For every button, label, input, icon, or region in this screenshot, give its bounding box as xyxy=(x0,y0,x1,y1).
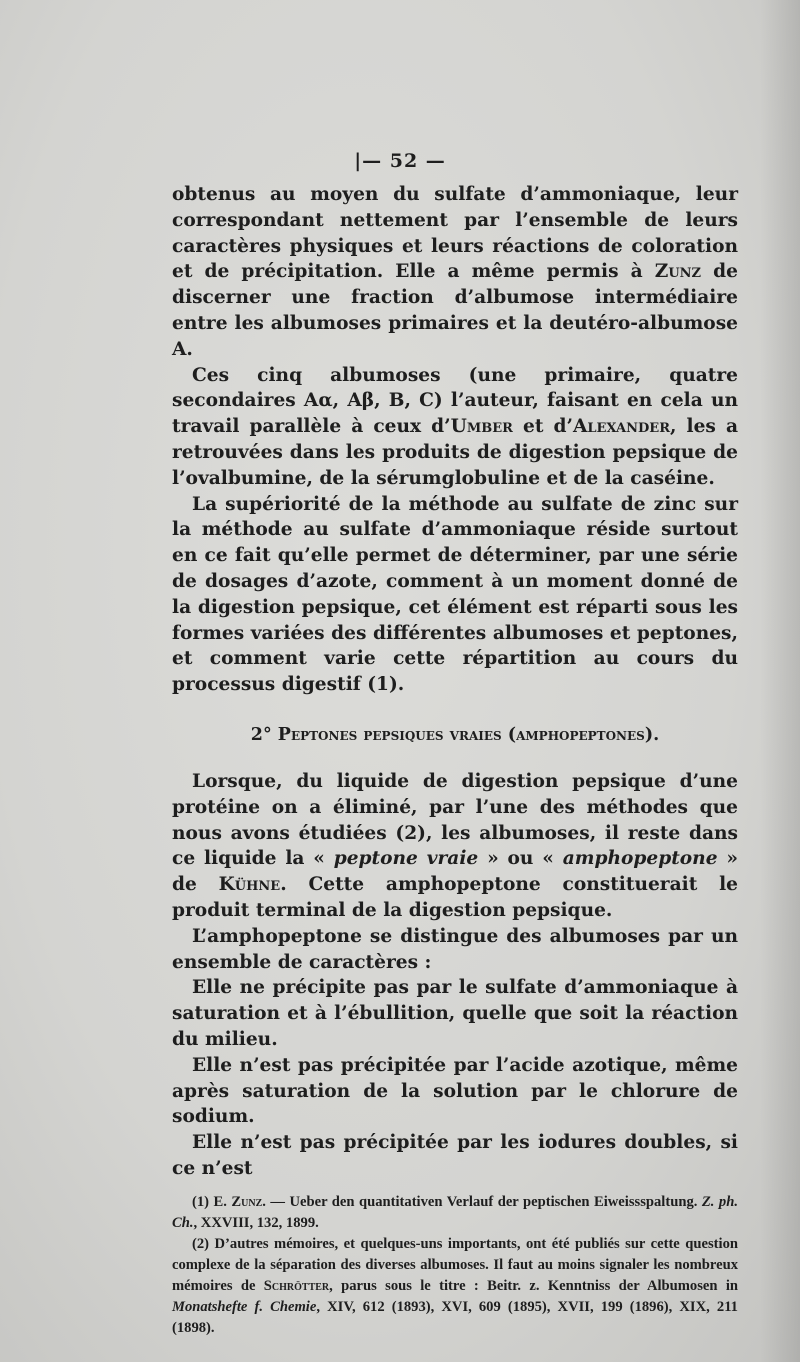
author-name: Umber xyxy=(450,416,513,438)
page-shadow xyxy=(760,0,800,1362)
section-heading: 2° Peptones pepsiques vraies (amphopeptones). xyxy=(250,724,660,745)
paragraph-2: Ces cinq albumoses (une primaire, quatre secondaires Aα, Aβ, B, C) l’auteur, faisant en cela un travail parallèle à ceux d’Umber et d’Alexander, les a retrouvées dans les produits de digestion pepsique de l’ovalbumine, de la sérumglobuline et de la caséine. xyxy=(172,364,738,489)
footnote-1: (1) E. Zunz. — Ueber den quantitativen Verlauf der peptischen Eiweissspaltung. Z. ph. Ch., XXVIII, 132, 1899. xyxy=(172,1193,738,1231)
author-name: Alexander xyxy=(572,416,671,438)
paragraph-4: Lorsque, du liquide de digestion pepsique d’une protéine on a éliminé, par l’une des méthodes que nous avons étudiées (2), les albumoses, il reste dans ce liquide la « peptone vraie » ou « amphopeptone » de Kühne. Cette amphopeptone constituerait le produit terminal de la digestion pepsique. xyxy=(172,770,738,921)
main-text xyxy=(172,182,738,1182)
author-name: Kühne xyxy=(218,874,281,896)
footnote-2: (2) D’autres mémoires, et quelques-uns importants, ont été publiés sur cette question complexe de la séparation des diverses albumoses. Il faut au moins signaler les nombreux mémoires de Schrötter, parus sous le titre : Beitr. z. Kenntniss der Albumosen in Monatshefte f. Chemie, XIV, 612 (1893), XVI, 609 (1895), XVII, 199 (1896), XIX, 211 (1898). xyxy=(172,1235,739,1336)
paragraph-7: Elle n’est pas précipitée par l’acide azotique, même après saturation de la solution par le chlorure de sodium. xyxy=(172,1054,738,1128)
paragraph-8: Elle n’est pas précipitée par les iodures doubles, si ce n’est xyxy=(172,1132,738,1179)
paragraph-3: La supériorité de la méthode au sulfate de zinc sur la méthode au sulfate d’ammoniaque réside surtout en ce fait qu’elle permet de déterminer, par une série de dosages d’azote, comment à un moment donné de la digestion pepsique, cet élément est réparti sous les formes variées des différentes albumoses et peptones, et comment varie cette répartition au cours du processus digestif (1). xyxy=(172,493,738,696)
paragraph-5: L’amphopeptone se distingue des albumoses par un ensemble de caractères : xyxy=(172,925,738,973)
paragraph-1: obtenus au moyen du sulfate d’ammoniaque, leur correspondant nettement par l’ensemble de leurs caractères physiques et leurs réactions de coloration et de précipitation. Elle a même permis à Zunz de discerner une fraction d’albumose intermédiaire entre les albumoses primaires et la deutéro-albumose A. xyxy=(172,184,738,360)
page-number: |— 52 — xyxy=(354,150,446,172)
text-column xyxy=(172,182,738,1339)
paragraph-6: Elle ne précipite pas par le sulfate d’ammoniaque à saturation et à l’ébullition, quelle que soit la réaction du milieu. xyxy=(172,977,738,1050)
footnotes xyxy=(172,1192,738,1339)
author-name: Zunz xyxy=(654,261,702,283)
